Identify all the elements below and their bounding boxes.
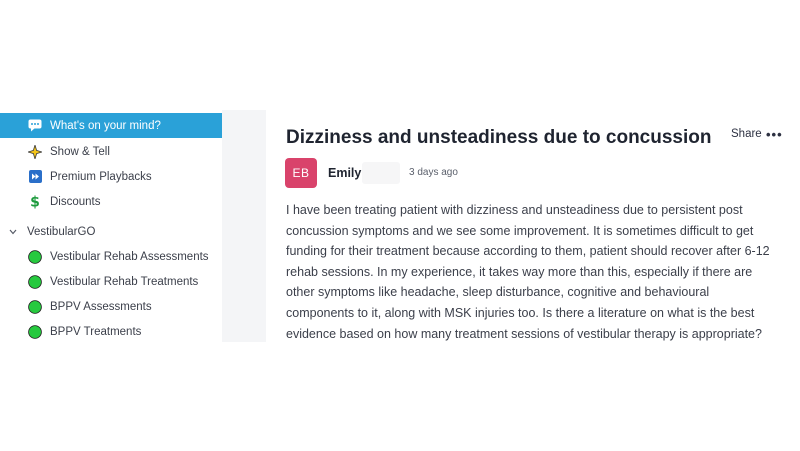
- sidebar-item-vestibular-rehab-assessments[interactable]: [0, 244, 222, 269]
- sidebar-item-show-and-tell[interactable]: [0, 139, 222, 164]
- sidebar-item-label: Premium Playbacks: [50, 170, 152, 183]
- sidebar: [0, 110, 222, 342]
- sidebar-item-label: Vestibular Rehab Assessments: [50, 250, 209, 263]
- group-label: VestibularGO: [27, 226, 96, 238]
- sidebar-item-label: Vestibular Rehab Treatments: [50, 275, 199, 288]
- avatar[interactable]: EB: [285, 158, 317, 188]
- sidebar-item-bppv-assessments[interactable]: [0, 294, 222, 319]
- post-title: Dizziness and unsteadiness due to concussion: [286, 127, 712, 148]
- sidebar-item-label: What's on your mind?: [50, 119, 161, 132]
- sidebar-item-whats-on-your-mind[interactable]: [0, 113, 222, 138]
- author-name[interactable]: Emily: [328, 166, 362, 180]
- share-button[interactable]: Share: [731, 128, 762, 140]
- fast-forward-icon: [28, 170, 42, 184]
- chevron-down-icon: [9, 229, 17, 235]
- sidebar-item-discounts[interactable]: [0, 189, 222, 214]
- sidebar-item-premium-playbacks[interactable]: [0, 164, 222, 189]
- green-circle-icon: [28, 275, 42, 289]
- post-timestamp: 3 days ago: [409, 167, 458, 178]
- green-circle-icon: [28, 250, 42, 264]
- content-gutter: [222, 110, 266, 342]
- green-circle-icon: [28, 300, 42, 314]
- sidebar-item-label: BPPV Treatments: [50, 325, 142, 338]
- sidebar-item-vestibular-rehab-treatments[interactable]: [0, 269, 222, 294]
- green-circle-icon: [28, 325, 42, 339]
- dollar-icon: [28, 195, 42, 209]
- sidebar-item-label: Discounts: [50, 195, 101, 208]
- sidebar-item-bppv-treatments[interactable]: [0, 319, 222, 344]
- sidebar-item-label: BPPV Assessments: [50, 300, 152, 313]
- sidebar-item-label: Show & Tell: [50, 145, 110, 158]
- group-header-vestibulargo[interactable]: [0, 221, 222, 243]
- speech-bubble-icon: [28, 119, 42, 133]
- author-name-redacted: [362, 162, 400, 184]
- more-options-button[interactable]: •••: [766, 127, 783, 142]
- post-body: I have been treating patient with dizziness and unsteadiness due to persistent post concussion symptoms and we see some improvement. It is sometimes difficult to get funding for their treatment because according to them, patient should recover after 6-12 rehab sessions. In my experience, it takes way more than this, especially if there are other symptoms like headache, sleep disturbance, cognitive and behavioural components to it, along with MSK injuries too. Is there a literature on what is the best evidence based on how many treatment sessions of vestibular therapy is appropriate?: [286, 203, 770, 341]
- svg-text:$: $: [30, 194, 40, 209]
- post-panel: [266, 110, 800, 342]
- sparkle-icon: [28, 145, 42, 159]
